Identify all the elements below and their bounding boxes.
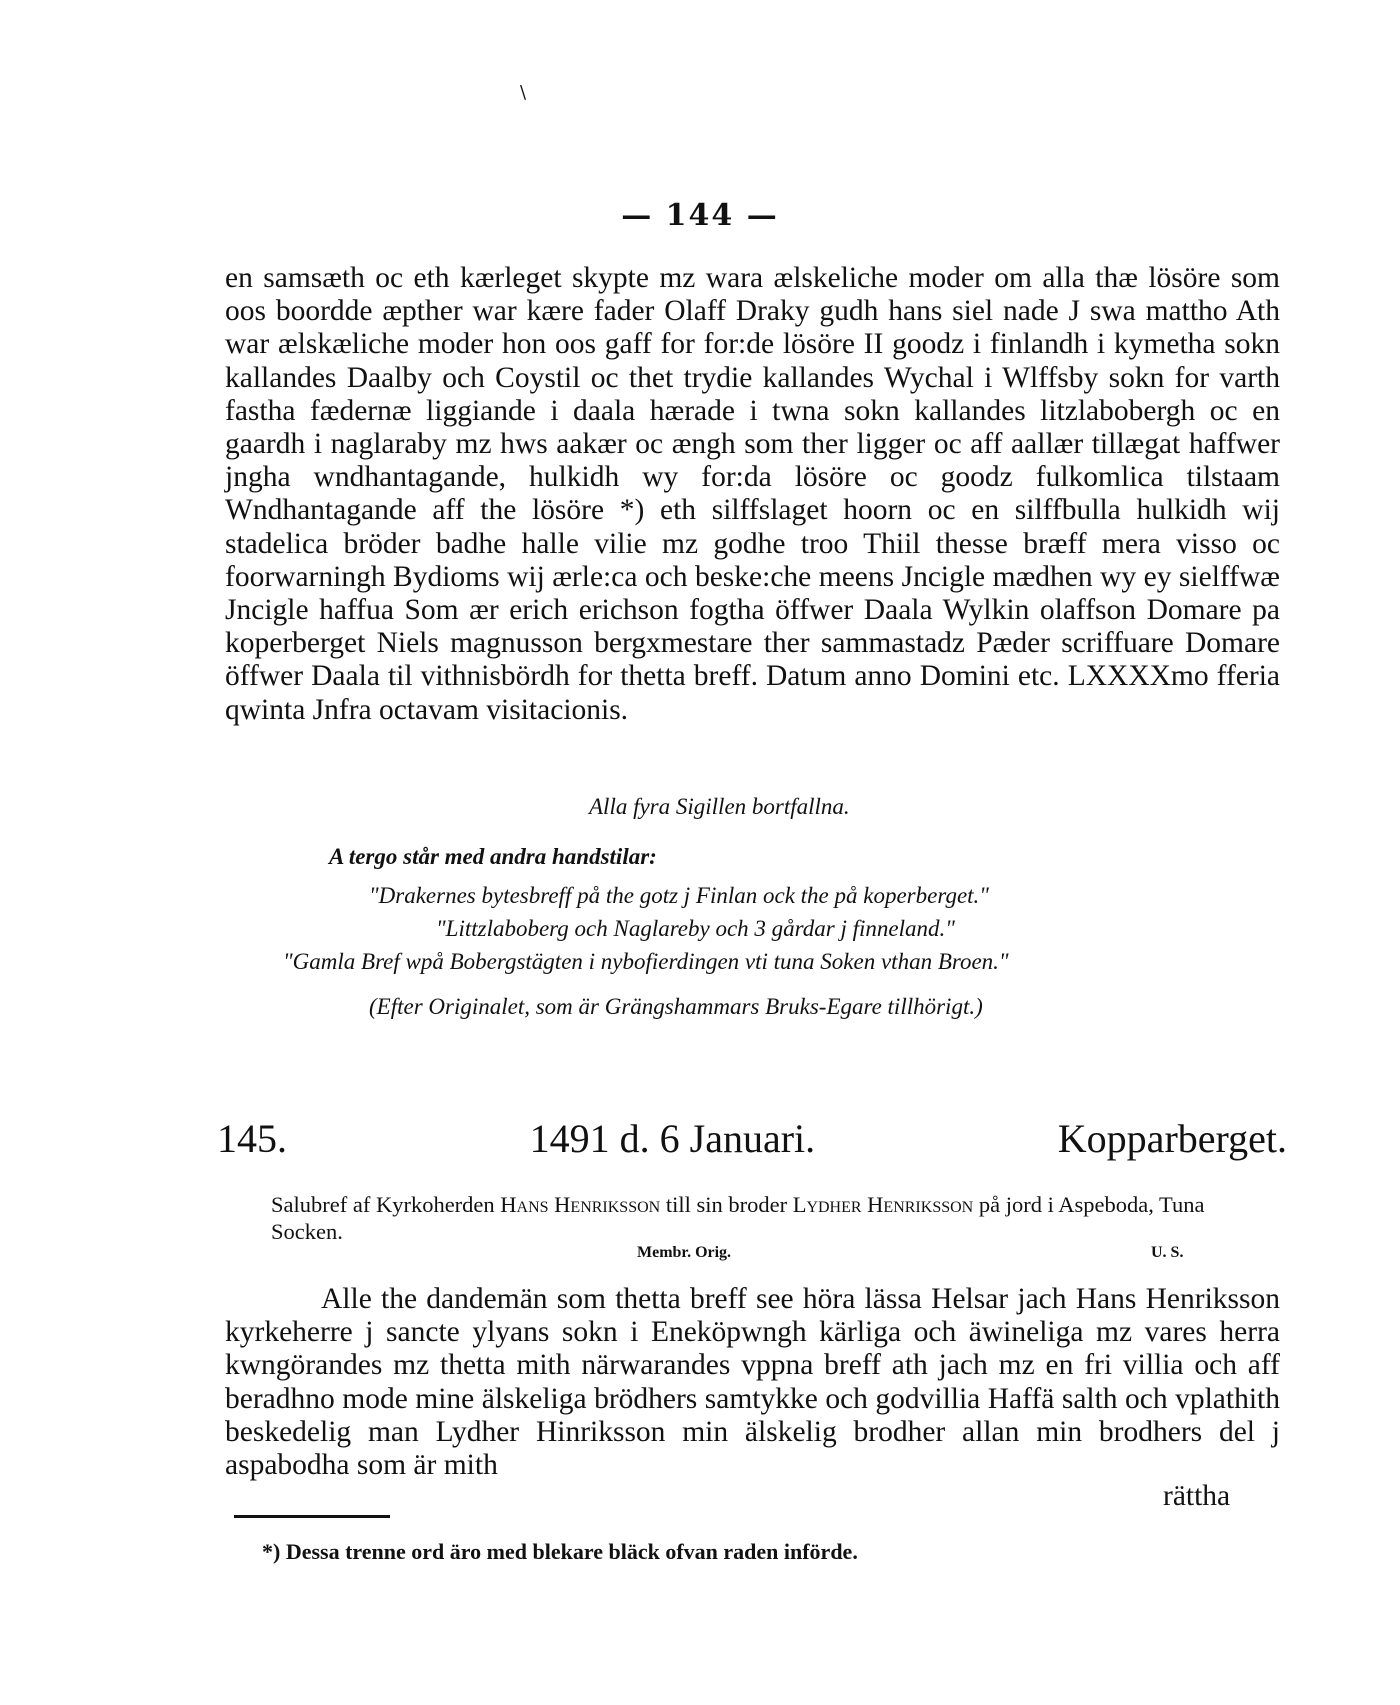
summary-text: på jord i Aspeboda, Tuna Socken. — [271, 1192, 1205, 1244]
source-note: (Efter Originalet, som är Grängshammars Bruks-Egare tillhörigt.) — [369, 994, 983, 1019]
tergo-line: "Drakernes bytesbreff på the gotz j Finlan ock the på koperberget." — [369, 883, 989, 908]
document-place: Kopparberget. — [1057, 1116, 1287, 1161]
seal-note: Alla fyra Sigillen bortfallna. — [589, 794, 850, 819]
document-summary — [271, 1191, 1281, 1245]
stray-mark: \ — [520, 82, 527, 103]
document-145-body — [225, 1283, 1280, 1482]
letter-text: Alle the dandemän som thetta breff see höra lässa Helsar jach Hans Henriksson kyrkeherre j sancte ylyans sokn i Eneköpwngh kärliga och äwineliga mz vares herra kwngörandes mz thetta mith närwarandes vppna breff ath jach mz en fri villia och aff beradhno mode mine älskeliga brödhers samtykke och godvillia Haffä salth och vplathith beskedelig man Lydher Hinriksson min älskelig brodher allan min brodhers del j aspabodha som är mith — [225, 1283, 1280, 1482]
tergo-line: "Gamla Bref wpå Bobergstägten i nybofierdingen vti tuna Soken vthan Broen." — [283, 949, 1009, 974]
letter-text: en samsæth oc eth kærleget skypte mz wara ælskeliche moder om alla thæ lösöre som oos boordde æpther war kære fader Olaff Draky gudh hans siel nade J swa mattho Ath war ælskæliche moder hon oos gaff for for:de lösöre II goodz i finlandh i kymetha sokn kallandes Daalby och Coystil oc thet trydie kallandes Wychal i Wlffsby sokn for varth fastha fædernæ liggiande i daala hærade i twna sokn kallandes litzlabobergh oc en gaardh i naglaraby mz hws aakær oc ængh som ther ligger oc aff aallær tillægat haffwer jngha wndhantagande, hulkidh wy for:da lösöre oc goodz fulkomlica tilstaam Wndhantagande aff the lösöre *) eth silffslaget hoorn oc en silffbulla hulkidh wij stadelica bröder badhe halle vilie mz godhe troo Thiil thesse bræff mera visso oc foorwarningh Bydioms wij ærle:ca och beske:che meens Jncigle mædhen wy ey sielffwæ Jncigle haffua Som ær erich erichson fogtha öffwer Daala Wylkin olaffson Domare pa koperberget Niels magnusson bergxmestare ther sammastadz Pæder scriffuare Domare öffwer Daala til vithnisbördh for thetta breff. Datum anno Domini etc. LXXXXmo fferia qwinta Jnfra octavam visitacionis. — [225, 262, 1280, 726]
document-145-heading — [217, 1115, 1287, 1162]
tergo-line: "Littzlaboberg och Naglareby och 3 gårdar j finneland." — [436, 916, 955, 941]
footnote: *) Dessa trenne ord äro med blekare bläck ofvan raden införde. — [262, 1539, 858, 1564]
summary-text: till sin broder — [665, 1192, 788, 1217]
person-name: Lydher Henriksson — [792, 1192, 974, 1217]
person-name: Hans Henriksson — [500, 1192, 661, 1217]
footnote-rule — [234, 1515, 390, 1518]
document-number: 145. — [217, 1116, 287, 1161]
catchword: rättha — [1163, 1480, 1231, 1512]
page-number: — 144 — — [621, 198, 779, 233]
document-date: 1491 d. 6 Januari. — [529, 1116, 816, 1161]
membrane-original-note: Membr. Orig. — [637, 1244, 732, 1261]
summary-text: Salubref af Kyrkoherden — [271, 1192, 495, 1217]
seal-status-note: U. S. — [1151, 1244, 1184, 1261]
document-144-body — [225, 262, 1280, 727]
tergo-intro: A tergo står med andra handstilar: — [329, 844, 657, 869]
